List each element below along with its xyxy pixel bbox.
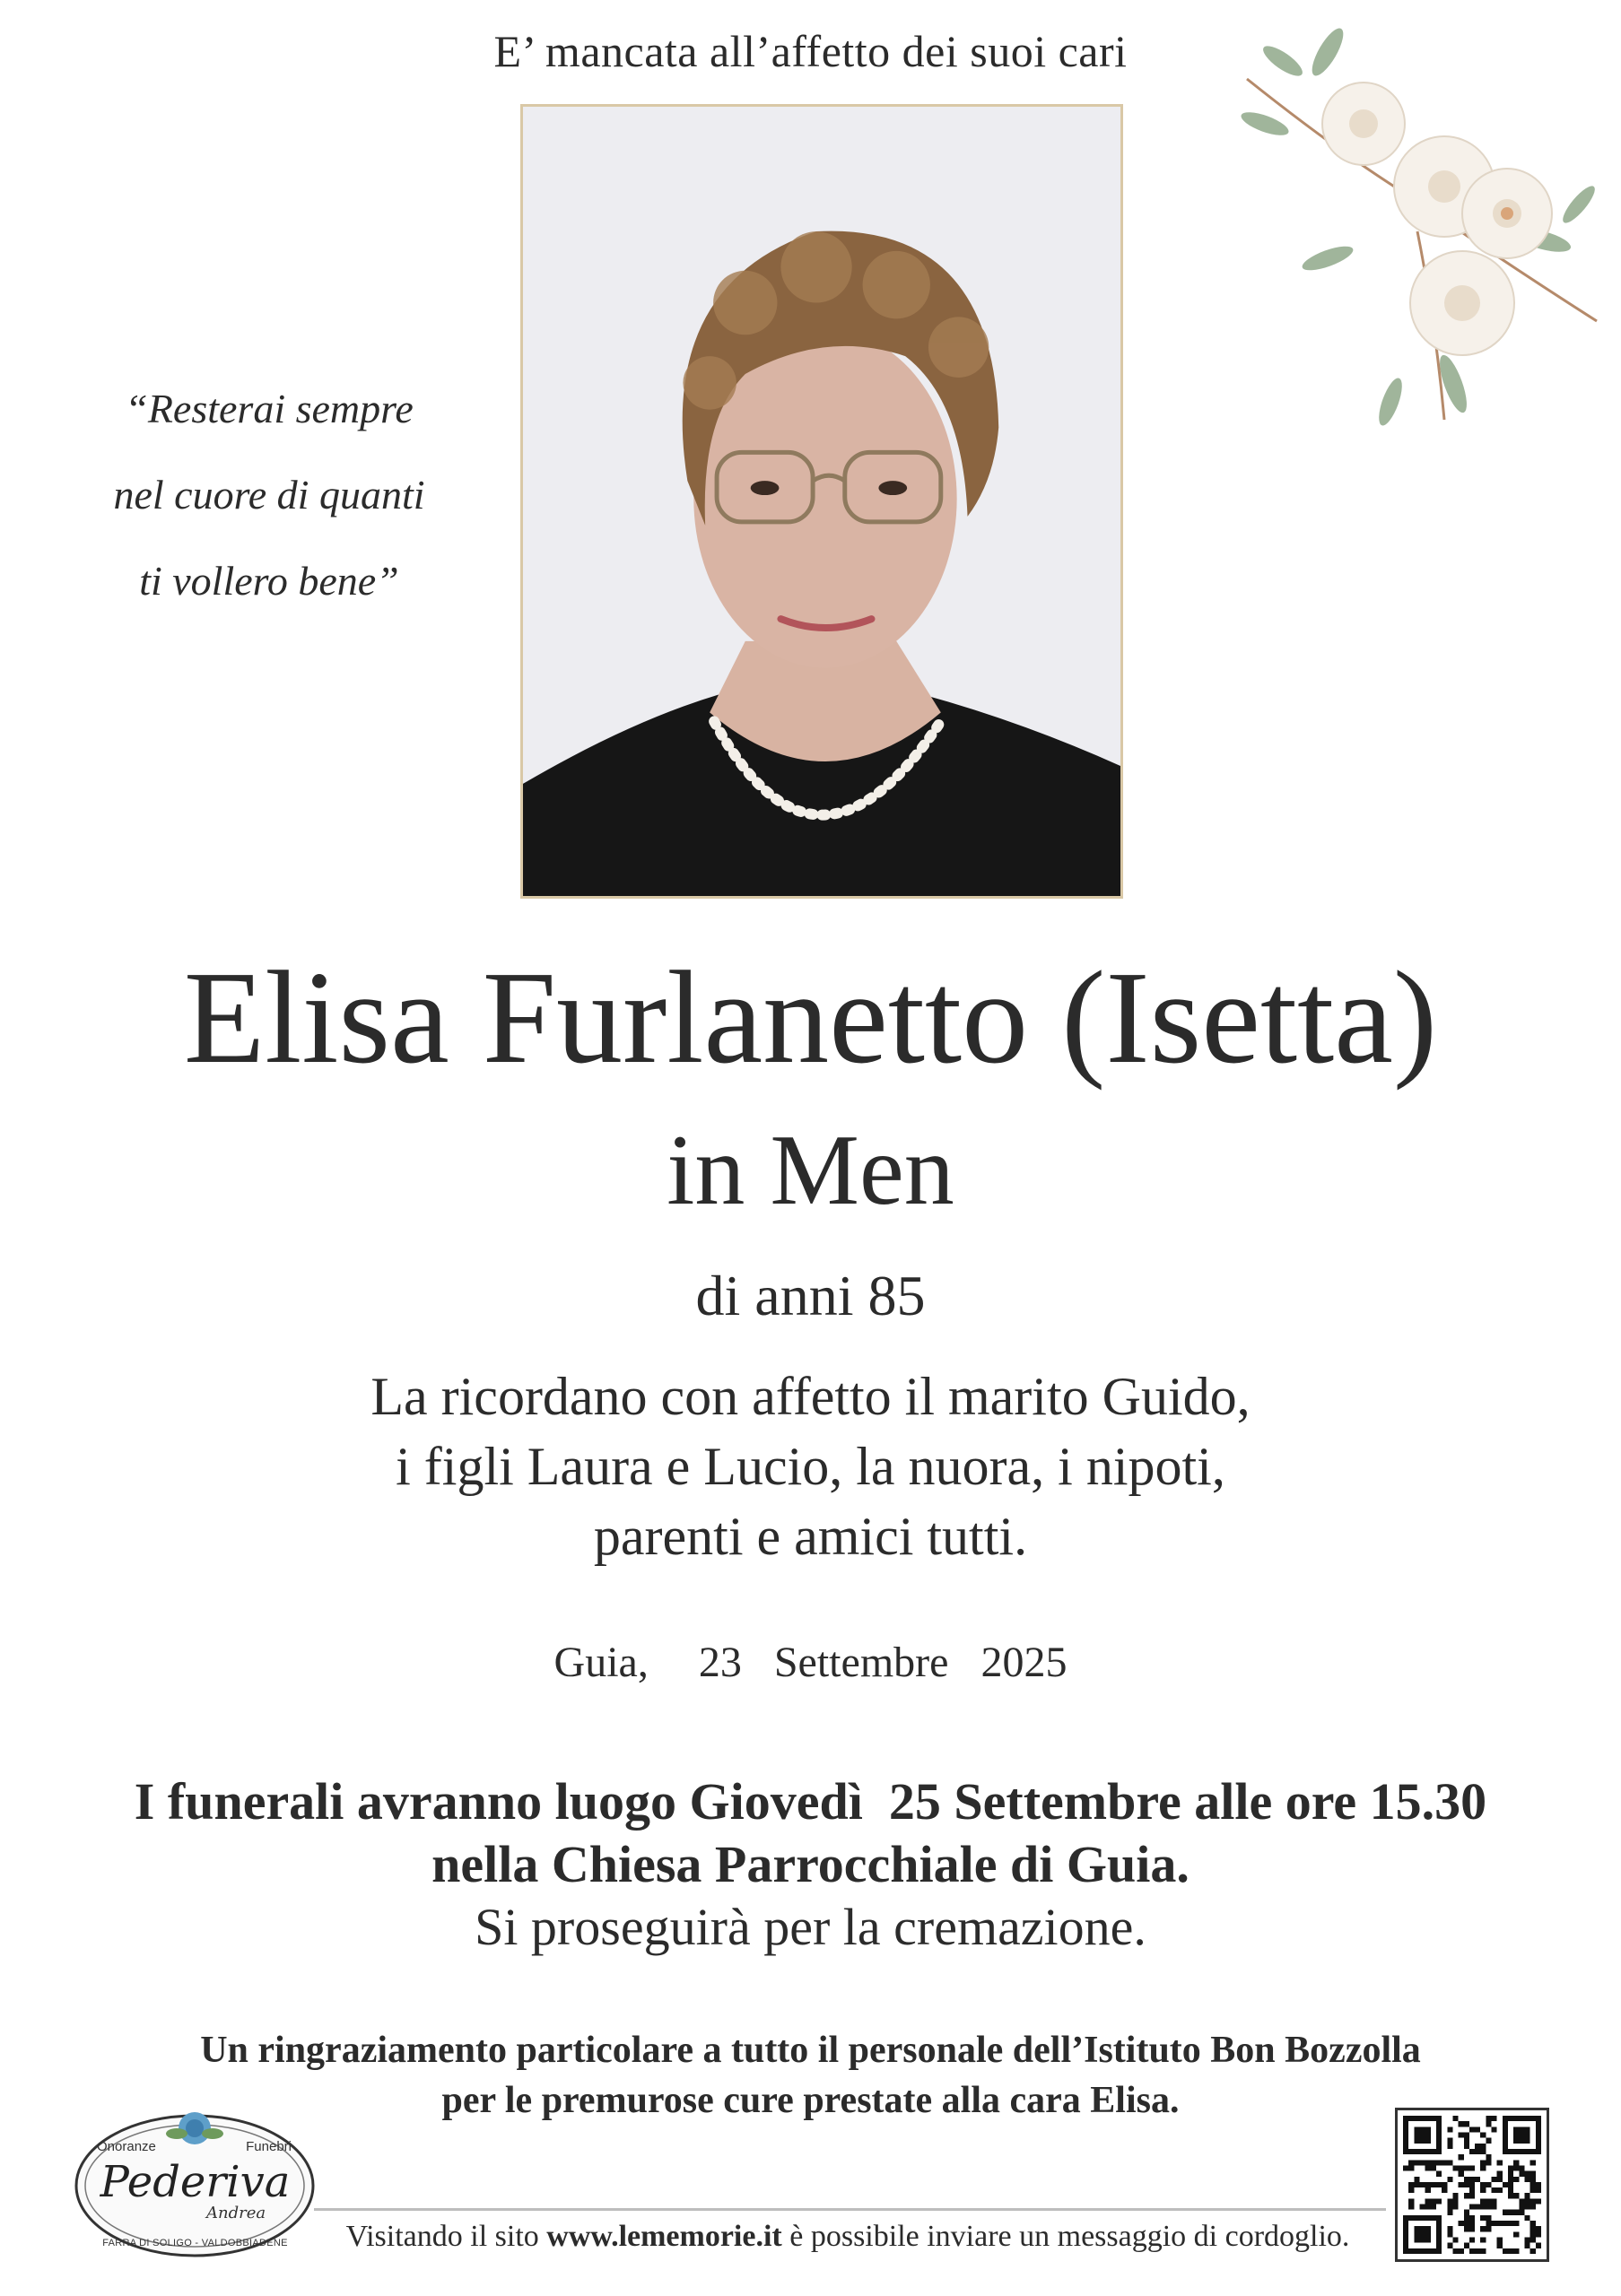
quote-line: ti vollero bene” [139, 558, 399, 604]
header-text: E’ mancata all’affetto dei suoi cari [493, 26, 1128, 76]
thanks-line: per le premurose cure prestate alla cara Elisa. [441, 2080, 1180, 2121]
logo-first-name: Andrea [206, 2204, 266, 2222]
deceased-name: Elisa Furlanetto (Isetta) [183, 944, 1438, 1091]
logo-location: FARRA DI SOLIGO - VALDOBBIADENE [102, 2238, 288, 2248]
funeral-line-1: I funerali avranno luogo Giovedì 25 Settembre alle ore 15.30 [134, 1772, 1487, 1831]
qr-code-icon[interactable] [1395, 2108, 1549, 2262]
mourners-line: parenti e amici tutti. [593, 1507, 1028, 1566]
funeral-line-2: nella Chiesa Parrocchiale di Guia. [431, 1835, 1190, 1893]
thanks-line: Un ringraziamento particolare a tutto il personale dell’Istituto Bon Bozzolla [200, 2030, 1421, 2071]
mourners-text [0, 1361, 1621, 1571]
funeral-line-3: Si proseguirà per la cremazione. [475, 1898, 1146, 1956]
footer-divider [314, 2208, 1386, 2211]
white-roses-decoration-icon [1229, 25, 1615, 429]
married-name: in Men [667, 1115, 954, 1226]
logo-small-right: Funebri [246, 2139, 292, 2154]
logo-brand: Pederiva [100, 2157, 291, 2207]
quote-line: “Resterai sempre [125, 386, 414, 431]
footer-prefix: Visitando il sito [345, 2220, 547, 2253]
portrait-photo [520, 104, 1123, 899]
blue-rose-icon [179, 2112, 211, 2144]
age-text: di anni 85 [695, 1264, 926, 1327]
quote-line: nel cuore di quanti [113, 472, 425, 517]
place-date [0, 1634, 1621, 1692]
footer-note [269, 2215, 1426, 2258]
quote [54, 366, 484, 624]
date-text: 23 Settembre 2025 [698, 1639, 1068, 1686]
place-text: Guia, [553, 1639, 649, 1686]
website-link[interactable]: www.lememorie.it [546, 2220, 782, 2253]
logo-small-left: Onoranze [97, 2139, 156, 2154]
footer-suffix: è possibile inviare un messaggio di cordoglio. [781, 2220, 1350, 2253]
mourners-line: i figli Laura e Lucio, la nuora, i nipoti, [396, 1437, 1225, 1496]
mourners-line: La ricordano con affetto il marito Guido, [370, 1367, 1251, 1426]
funeral-info [0, 1770, 1621, 1959]
